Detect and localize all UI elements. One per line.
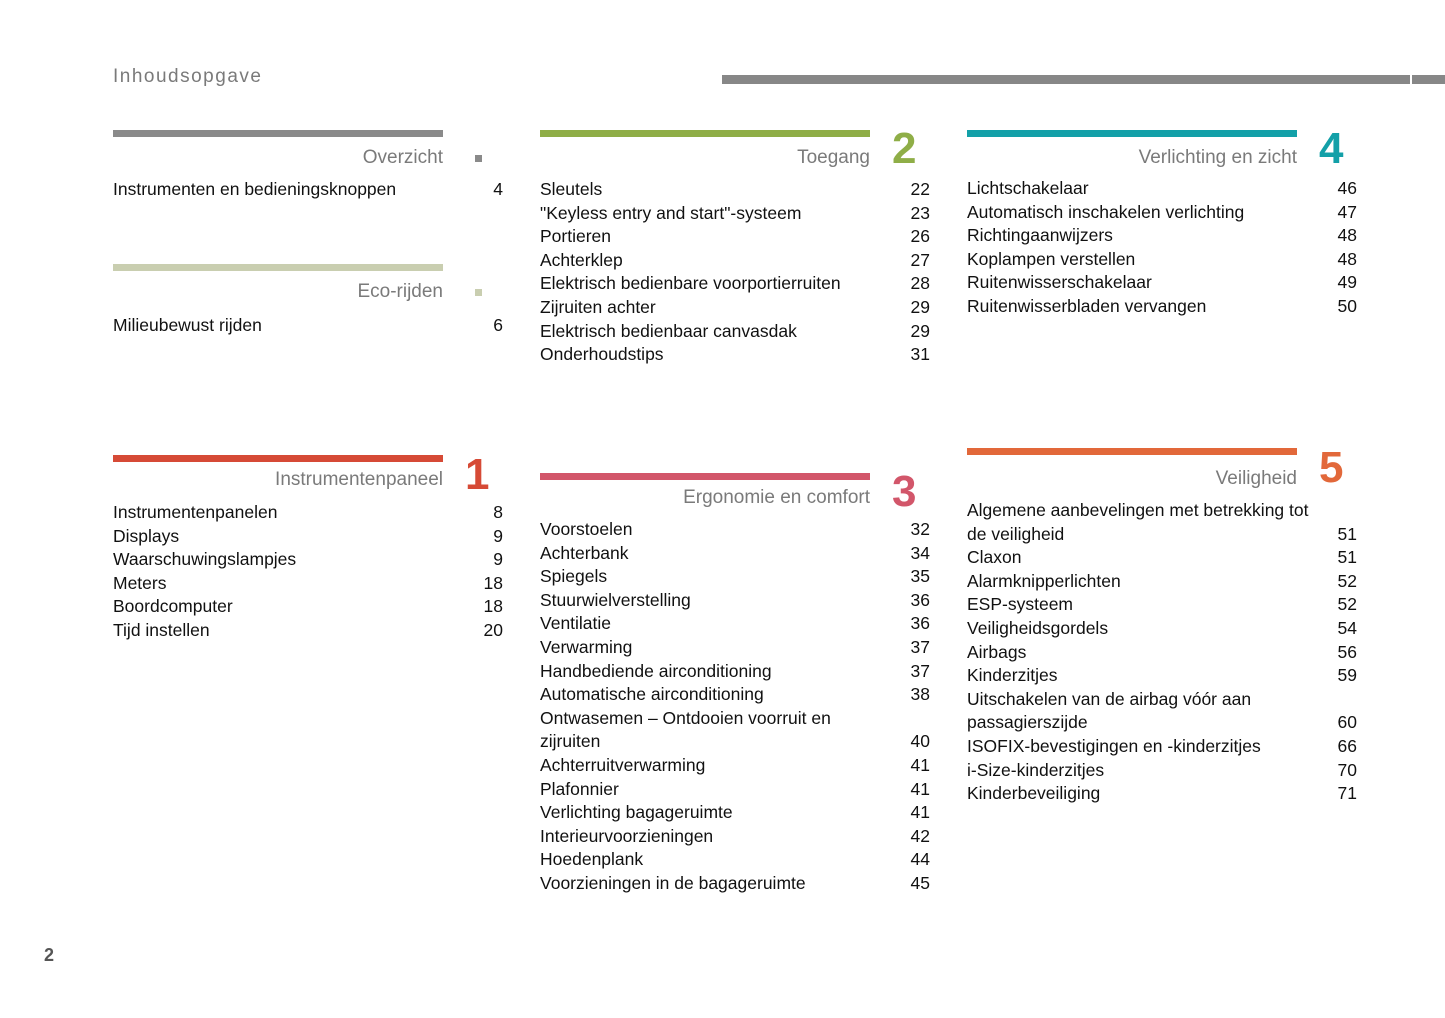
toc-entry-label: Ruitenwisserschakelaar — [967, 272, 1152, 293]
toc-entry-page: 48 — [1337, 248, 1357, 269]
section-item-list — [967, 499, 1357, 806]
toc-entry-label: Kinderbeveiliging — [967, 783, 1101, 804]
section-bullet-icon — [475, 289, 482, 296]
toc-entry[interactable] — [540, 778, 930, 802]
toc-entry-page: 66 — [1337, 735, 1357, 756]
toc-entry-label: Stuurwielverstelling — [540, 589, 691, 610]
toc-entry-page: 31 — [910, 344, 930, 365]
section-number: 3 — [892, 467, 917, 516]
page-number: 2 — [44, 945, 55, 965]
toc-entry-label: ISOFIX-bevestigingen en -kinderzitjes — [967, 735, 1261, 756]
toc-entry-label: Achterbank — [540, 542, 629, 563]
section-color-bar — [540, 130, 870, 137]
section-number: 1 — [465, 450, 490, 499]
toc-entry[interactable] — [540, 848, 930, 872]
toc-entry[interactable] — [540, 272, 930, 296]
section-item-list — [113, 178, 503, 202]
toc-entry-page: 41 — [910, 802, 930, 823]
toc-entry-label: Ontwasemen – Ontdooien voorruit en zijruiten — [540, 707, 831, 752]
section-title[interactable]: Instrumentenpaneel — [275, 469, 443, 490]
section-color-bar — [967, 448, 1297, 455]
section-item-list — [113, 501, 503, 643]
toc-entry-label: Airbags — [967, 641, 1027, 662]
section-number: 2 — [892, 124, 917, 173]
page-header-title: Inhoudsopgave — [113, 66, 263, 87]
toc-entry-label: Alarmknipperlichten — [967, 570, 1121, 591]
toc-entry-page: 8 — [493, 502, 503, 522]
toc-entry-label: Richtingaanwijzers — [967, 225, 1113, 246]
section-title[interactable]: Eco-rijden — [357, 281, 443, 302]
toc-entry-page: 32 — [910, 519, 930, 539]
section-title[interactable]: Overzicht — [362, 147, 443, 168]
toc-entry-label: Interieurvoorzieningen — [540, 825, 714, 846]
toc-entry[interactable] — [967, 664, 1357, 688]
toc-entry[interactable] — [540, 707, 930, 754]
toc-entry-page: 38 — [910, 684, 930, 705]
toc-entry-label: Onderhoudstips — [540, 344, 664, 365]
toc-entry-page: 35 — [910, 566, 930, 587]
toc-entry[interactable] — [967, 688, 1357, 735]
toc-entry-label: Portieren — [540, 226, 612, 247]
toc-entry-label: Algemene aanbevelingen met betrekking tot de veiligheid — [967, 500, 1309, 544]
toc-entry-page: 22 — [910, 179, 930, 199]
toc-entry-page: 48 — [1337, 225, 1357, 246]
section-number: 5 — [1319, 443, 1344, 492]
toc-entry[interactable] — [113, 314, 503, 338]
toc-entry-label: i-Size-kinderzitjes — [967, 759, 1105, 780]
toc-entry-label: Instrumenten en bedieningsknoppen — [113, 179, 397, 199]
toc-entry[interactable] — [967, 201, 1357, 225]
toc-entry-page: 41 — [910, 778, 930, 799]
toc-entry[interactable] — [540, 565, 930, 589]
toc-entry-page: 46 — [1337, 178, 1357, 198]
toc-entry-label: Voorzieningen in de bagageruimte — [540, 872, 806, 893]
toc-entry-page: 44 — [910, 849, 930, 870]
toc-entry[interactable] — [967, 499, 1357, 546]
toc-entry-page: 51 — [1337, 523, 1357, 544]
toc-entry-label: Sleutels — [540, 179, 603, 199]
toc-entry[interactable] — [540, 518, 930, 542]
toc-entry[interactable] — [540, 296, 930, 320]
toc-entry[interactable] — [113, 619, 503, 643]
toc-entry[interactable] — [967, 782, 1357, 806]
toc-entry-label: Milieubewust rijden — [113, 315, 262, 335]
toc-entry-page: 52 — [1337, 570, 1357, 591]
toc-entry-page: 71 — [1337, 783, 1357, 804]
toc-entry-label: Claxon — [967, 547, 1022, 568]
toc-entry-label: Displays — [113, 525, 180, 546]
toc-entry-page: 18 — [483, 596, 503, 617]
toc-entry-label: Achterruitverwarming — [540, 754, 706, 775]
toc-entry[interactable] — [967, 248, 1357, 272]
toc-entry-label: Tijd instellen — [113, 619, 210, 640]
toc-entry[interactable] — [967, 570, 1357, 594]
section-color-bar — [113, 455, 443, 462]
toc-entry-label: Elektrisch bedienbare voorportierruiten — [540, 273, 841, 294]
toc-entry-page: 23 — [910, 202, 930, 223]
toc-entry-label: Automatisch inschakelen verlichting — [967, 201, 1245, 222]
toc-entry-page: 27 — [910, 249, 930, 270]
section-title[interactable]: Verlichting en zicht — [1138, 147, 1297, 168]
toc-entry[interactable] — [540, 320, 930, 344]
toc-entry-label: Plafonnier — [540, 778, 619, 799]
section-title[interactable]: Ergonomie en comfort — [683, 487, 870, 508]
toc-entry-page: 56 — [1337, 641, 1357, 662]
section-title[interactable]: Veiligheid — [1215, 468, 1297, 489]
toc-entry-label: Ventilatie — [540, 613, 612, 634]
toc-entry[interactable] — [967, 617, 1357, 641]
toc-entry-label: Veiligheidsgordels — [967, 617, 1109, 638]
toc-entry[interactable] — [540, 225, 930, 249]
toc-entry-label: Spiegels — [540, 566, 608, 587]
toc-entry[interactable] — [113, 501, 503, 525]
toc-entry-page: 4 — [493, 179, 503, 199]
toc-entry-page: 9 — [493, 549, 503, 570]
toc-entry-label: Ruitenwisserbladen vervangen — [967, 295, 1207, 316]
toc-entry-page: 20 — [483, 619, 503, 640]
toc-entry-page: 42 — [910, 825, 930, 846]
toc-entry[interactable] — [540, 825, 930, 849]
toc-entry[interactable] — [540, 343, 930, 367]
toc-entry-label: Lichtschakelaar — [967, 178, 1089, 198]
toc-entry-page: 47 — [1337, 201, 1357, 222]
toc-entry-label: Zijruiten achter — [540, 296, 656, 317]
section-item-list — [540, 518, 930, 896]
toc-entry-page: 37 — [910, 636, 930, 657]
toc-entry[interactable] — [540, 249, 930, 273]
toc-entry[interactable] — [540, 754, 930, 778]
section-color-bar — [113, 130, 443, 137]
toc-entry[interactable] — [540, 589, 930, 613]
toc-entry[interactable] — [113, 548, 503, 572]
toc-entry-label: Verlichting bagageruimte — [540, 802, 733, 823]
section-color-bar — [113, 264, 443, 271]
toc-entry-label: Uitschakelen van de airbag vóór aan passagierszijde — [967, 688, 1252, 733]
toc-entry-page: 28 — [910, 273, 930, 294]
toc-entry-page: 26 — [910, 226, 930, 247]
toc-entry-page: 41 — [910, 754, 930, 775]
section-item-list — [540, 178, 930, 367]
toc-entry[interactable] — [967, 271, 1357, 295]
toc-entry-page: 59 — [1337, 665, 1357, 686]
section-color-bar — [540, 473, 870, 480]
toc-entry[interactable] — [540, 612, 930, 636]
toc-entry[interactable] — [967, 593, 1357, 617]
toc-entry-page: 40 — [910, 731, 930, 752]
toc-entry-label: Voorstoelen — [540, 519, 633, 539]
toc-entry[interactable] — [540, 872, 930, 896]
toc-entry-page: 36 — [910, 613, 930, 634]
toc-entry-page: 45 — [910, 872, 930, 893]
toc-entry[interactable] — [967, 224, 1357, 248]
toc-entry[interactable] — [967, 295, 1357, 319]
toc-entry[interactable] — [113, 595, 503, 619]
toc-entry-page: 52 — [1337, 594, 1357, 615]
toc-entry[interactable] — [540, 178, 930, 202]
toc-entry[interactable] — [113, 525, 503, 549]
toc-entry-label: Meters — [113, 572, 167, 593]
toc-entry[interactable] — [967, 735, 1357, 759]
toc-entry-label: Handbediende airconditioning — [540, 660, 772, 681]
toc-entry-label: Achterklep — [540, 249, 623, 270]
toc-entry-label: "Keyless entry and start"-systeem — [540, 202, 802, 223]
toc-entry[interactable] — [967, 177, 1357, 201]
section-item-list — [967, 177, 1357, 319]
toc-entry-page: 37 — [910, 660, 930, 681]
toc-entry[interactable] — [540, 683, 930, 707]
toc-entry[interactable] — [113, 178, 503, 202]
toc-entry-page: 60 — [1337, 712, 1357, 733]
section-title[interactable]: Toegang — [797, 147, 870, 168]
toc-entry-label: Kinderzitjes — [967, 665, 1058, 686]
toc-entry-page: 36 — [910, 589, 930, 610]
toc-entry-page: 29 — [910, 296, 930, 317]
section-item-list — [113, 314, 503, 338]
toc-entry-page: 6 — [493, 315, 503, 335]
toc-entry[interactable] — [540, 636, 930, 660]
toc-entry-label: Waarschuwingslampjes — [113, 549, 297, 570]
toc-entry-page: 50 — [1337, 295, 1357, 316]
toc-entry-label: Verwarming — [540, 636, 633, 657]
toc-entry-label: Elektrisch bedienbaar canvasdak — [540, 320, 797, 341]
toc-entry-label: Koplampen verstellen — [967, 248, 1136, 269]
toc-entry-page: 29 — [910, 320, 930, 341]
section-number: 4 — [1319, 124, 1344, 173]
toc-entry[interactable] — [540, 801, 930, 825]
toc-entry-label: Automatische airconditioning — [540, 684, 764, 705]
toc-entry-page: 9 — [493, 525, 503, 546]
toc-entry-label: Instrumentenpanelen — [113, 502, 278, 522]
toc-entry[interactable] — [540, 660, 930, 684]
toc-entry-page: 51 — [1337, 547, 1357, 568]
toc-entry[interactable] — [113, 572, 503, 596]
toc-entry[interactable] — [540, 202, 930, 226]
toc-entry[interactable] — [967, 759, 1357, 783]
toc-entry-label: Boordcomputer — [113, 596, 233, 617]
toc-entry-label: ESP-systeem — [967, 594, 1073, 615]
toc-entry[interactable] — [967, 546, 1357, 570]
toc-entry-label: Hoedenplank — [540, 849, 644, 870]
toc-entry-page: 54 — [1337, 617, 1357, 638]
toc-entry-page: 18 — [483, 572, 503, 593]
section-bullet-icon — [475, 155, 482, 162]
toc-entry-page: 49 — [1337, 272, 1357, 293]
toc-entry-page: 70 — [1337, 759, 1357, 780]
toc-entry-page: 34 — [910, 542, 930, 563]
toc-entry[interactable] — [967, 641, 1357, 665]
section-color-bar — [967, 130, 1297, 137]
toc-entry[interactable] — [540, 542, 930, 566]
header-rule — [722, 75, 1445, 84]
